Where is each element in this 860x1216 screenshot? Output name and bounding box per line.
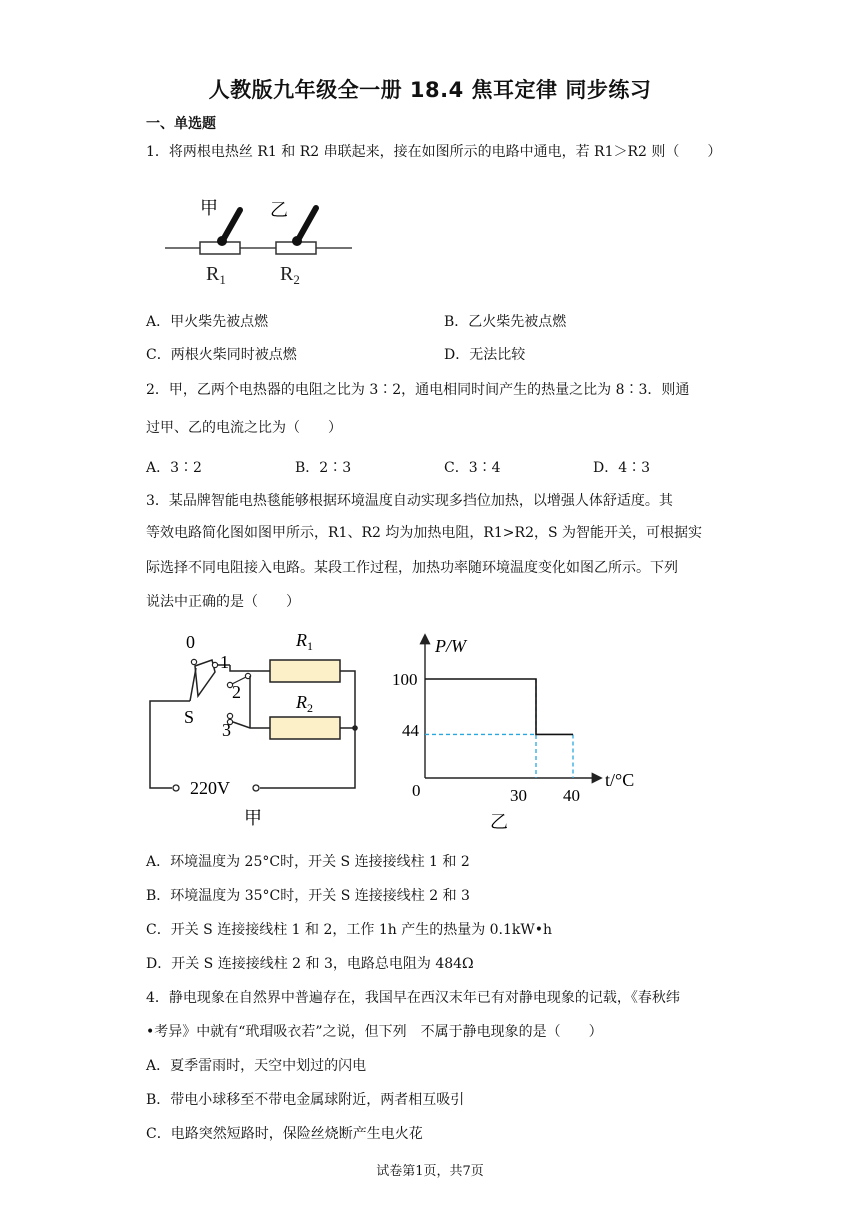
q1-option-b: B．乙火柴先被点燃 xyxy=(444,314,567,330)
q4-stem-line1: 4．静电现象在自然界中普遍存在，我国早在西汉末年已有对静电现象的记载，《春秋纬 xyxy=(146,990,680,1006)
q4-option-b: B．带电小球移至不带电金属球附近，两者相互吸引 xyxy=(146,1092,465,1108)
q3-stem-line3: 际选择不同电阻接入电路。某段工作过程，加热功率随环境温度变化如图乙所示。下列 xyxy=(146,560,678,576)
graph-caption: 乙 xyxy=(490,812,508,832)
q1-stem: 1．将两根电热丝 R1 和 R2 串联起来，接在如图所示的电路中通电，若 R1＞R2 则（ ） xyxy=(146,144,722,160)
power-series-line xyxy=(425,679,573,734)
q1-figure xyxy=(160,188,360,290)
q3-option-c: C．开关 S 连接接线柱 1 和 2，工作 1h 产生的热量为 0.1kW•h xyxy=(146,922,553,938)
q2-stem-line1: 2．甲，乙两个电热器的电阻之比为 3∶2，通电相同时间产生的热量之比为 8∶3．则通 xyxy=(146,382,690,398)
q1-option-a: A．甲火柴先被点燃 xyxy=(146,314,269,330)
voltage-label: 220V xyxy=(190,778,230,798)
svg-text:P/W xyxy=(434,636,468,656)
page-footer: 试卷第1页，共7页 xyxy=(376,1164,484,1179)
q2-stem-line2: 过甲、乙的电流之比为（ ） xyxy=(146,420,342,436)
svg-text:R1 xyxy=(295,630,313,653)
svg-text:R2 xyxy=(295,692,313,715)
q4-option-a: A．夏季雷雨时，天空中划过的闪电 xyxy=(146,1058,367,1074)
x-tick-40: 40 xyxy=(563,786,580,805)
x-axis-label: t/°C xyxy=(605,770,635,790)
q1-option-d: D．无法比较 xyxy=(444,347,526,363)
q1-label-yi: 乙 xyxy=(270,200,288,220)
y-tick-100: 100 xyxy=(392,670,418,689)
terminal-3-label: 3 xyxy=(222,720,231,740)
terminal-0-label: 0 xyxy=(186,632,195,652)
q2-option-d: D．4∶3 xyxy=(593,460,651,476)
q2-option-c: C．3∶4 xyxy=(444,460,501,476)
q4-stem-line2: •考异》中就有“玳瑁吸衣若”之说，但下列 不属于静电现象的是（ ） xyxy=(146,1024,603,1040)
x-tick-30: 30 xyxy=(510,786,527,805)
q3-option-b: B．环境温度为 35°C时，开关 S 连接接线柱 2 和 3 xyxy=(146,888,470,904)
q1-r1-sub: 1 xyxy=(219,272,226,287)
origin-label: 0 xyxy=(412,781,421,800)
circuit-caption: 甲 xyxy=(244,808,262,828)
terminal-2-label: 2 xyxy=(232,682,241,702)
r1-label: R xyxy=(296,630,307,650)
terminal-1-label: 1 xyxy=(220,652,229,672)
q1-r1-label: R xyxy=(206,263,220,285)
q3-option-a: A．环境温度为 25°C时，开关 S 连接接线柱 1 和 2 xyxy=(146,854,470,870)
r2-sub: 2 xyxy=(307,701,313,715)
q1-label-jia: 甲 xyxy=(200,198,218,218)
q1-r2-label: R xyxy=(280,263,294,285)
q2-option-a: A．3∶2 xyxy=(146,460,202,476)
r2-label: R xyxy=(296,692,307,712)
q3-option-d: D．开关 S 连接接线柱 2 和 3，电路总电阻为 484Ω xyxy=(146,956,474,972)
section-heading: 一、单选题 xyxy=(146,116,216,132)
q3-circuit-diagram xyxy=(140,628,370,833)
switch-s-label: S xyxy=(184,707,195,727)
q1-option-c: C．两根火柴同时被点燃 xyxy=(146,347,297,363)
y-axis-label: P/W xyxy=(435,636,466,656)
q3-stem-line4: 说法中正确的是（ ） xyxy=(146,594,300,610)
q2-option-b: B．2∶3 xyxy=(295,460,352,476)
q3-stem-line1: 3．某品牌智能电热毯能够根据环境温度自动实现多挡位加热，以增强人体舒适度。其 xyxy=(146,493,673,509)
svg-text:R1 xyxy=(206,263,226,287)
y-tick-44: 44 xyxy=(402,721,419,740)
q1-r2-sub: 2 xyxy=(293,272,300,287)
q3-power-graph xyxy=(380,628,670,838)
page-title: 人教版九年级全一册 18.4 焦耳定律 同步练习 xyxy=(208,78,652,102)
r1-sub: 1 xyxy=(307,639,313,653)
svg-text:R2 xyxy=(280,263,300,287)
q3-stem-line2: 等效电路简化图如图甲所示，R1、R2 均为加热电阻，R1>R2，S 为智能开关，可根据实 xyxy=(146,525,703,541)
q4-option-c: C．电路突然短路时，保险丝烧断产生电火花 xyxy=(146,1126,423,1142)
